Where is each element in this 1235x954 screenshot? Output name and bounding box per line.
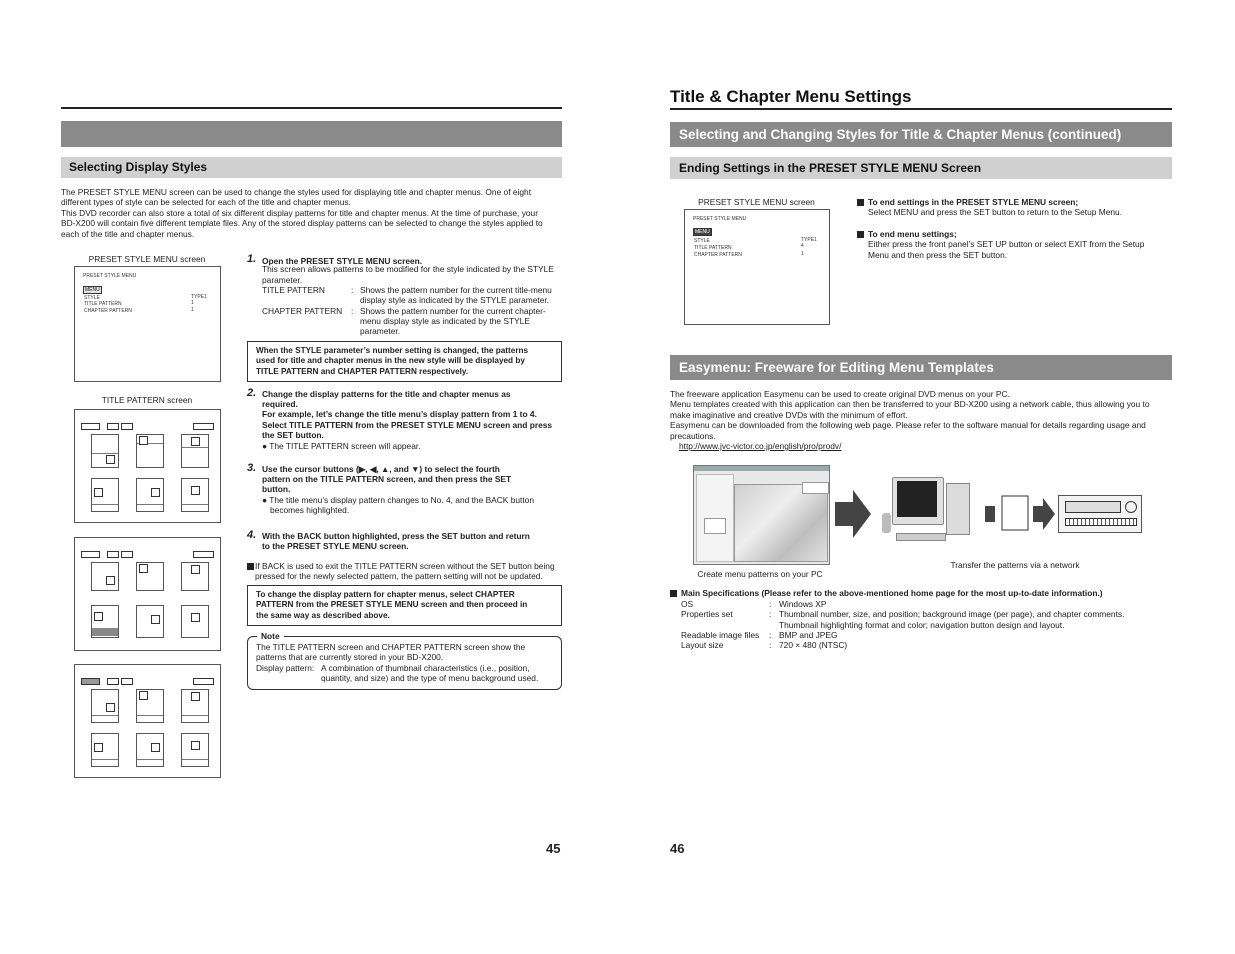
back-note-line: pressed for the newly selected pattern, the pattern setting will not be updated. [255,571,543,582]
step-body: This screen allows patterns to be modified for the style indicated by the STYLE parameter. [262,264,554,285]
preset-screen-left [74,266,221,382]
note-line: patterns that are currently stored in your BD-X200. [256,652,444,663]
intro-line: BD-X200 will contain five different template files. Any of the stored display patterns can be selected to change the styles applied to [61,218,543,229]
title-pattern-screen-3 [74,664,221,778]
pattern-thumbnail [136,733,164,767]
screen-button [121,551,133,558]
end-settings-instructions [857,197,1172,260]
def-text: menu display style as indicated by the STYLE [360,316,530,327]
pattern-thumbnail [136,562,164,591]
style-change-box [247,341,562,382]
screen-button [193,423,214,430]
step-number: 4. [247,529,257,541]
pattern-thumbnail [181,562,209,591]
step-title: required. [262,399,298,409]
spec-value: BMP and JPEG [779,630,838,640]
def-text: Shows the pattern number for the current title-menu [360,285,552,296]
arrow-icon [835,490,871,538]
screen-button [81,423,100,430]
spec-value: Windows XP [779,599,827,609]
preset-screen-caption-left: PRESET STYLE MENU screen [88,254,206,264]
step-number: 2. [247,387,257,399]
box-line: the same way as described above. [256,610,390,620]
end1-title: To end settings in the PRESET STYLE MENU screen; [868,197,1079,207]
pattern-thumbnail [136,478,164,512]
spec-value: Thumbnail number, size, and position; background image (per page), and chapter comments. [779,609,1125,619]
pattern-thumbnail [181,478,209,512]
step-2 [247,388,562,451]
screen-button [107,678,119,685]
step-body: Select TITLE PATTERN from the PRESET STYLE MENU screen and press [262,419,553,430]
row-label: STYLE [694,238,710,244]
row-value: 4 [801,243,804,249]
def-text: Shows the pattern number for the current chapter- [360,306,546,317]
pattern-thumbnail [91,478,119,512]
pattern-thumbnail [136,605,164,638]
menu-tag: MENU [85,287,100,293]
screen-button [81,551,100,558]
step-body: For example, let’s change the title menu’s display pattern from 1 to 4. [262,409,537,420]
section-ending-settings: Ending Settings in the PRESET STYLE MENU Screen [670,157,1172,179]
box-line: When the STYLE parameter’s number setting is changed, the patterns [256,346,529,355]
preset-screen-right [684,209,830,325]
intro-line: each of the title and chapter menus. [61,228,195,239]
pattern-thumbnail [181,434,209,468]
step-1 [247,254,562,337]
row-label: TITLE PATTERN [84,301,122,307]
step-title: Change the display patterns for the title and chapter menus as [262,389,511,399]
screen-button [121,678,133,685]
pattern-thumbnail [136,689,164,723]
intro-line: different types of style can be selected for each of the title and chapter menus. [61,197,351,208]
step-bullet: ● The title menu’s display pattern changes to No. 4, and the BACK button [262,494,534,505]
screen-button-highlighted [81,678,100,685]
back-note [247,561,562,582]
step-bullet: becomes highlighted. [270,505,350,516]
pattern-thumbnail [91,434,119,468]
step-title: button. [262,484,291,495]
spec-title [670,588,1173,598]
end1-body: Select MENU and press the SET button to return to the Setup Menu. [868,207,1123,218]
row-label: TITLE PATTERN [694,245,732,251]
def-sep: : [351,306,354,317]
spec-key: Layout size [681,640,724,650]
step-title: Use the cursor buttons (▶, ◀, ▲, and ▼) to select the fourth [262,464,500,474]
download-link[interactable]: http://www.jvc-victor.co.jp/english/pro/prodv/ [679,441,842,452]
pattern-thumbnail [91,733,119,767]
step-number: 3. [247,462,257,474]
back-note-line: If BACK is used to exit the TITLE PATTERN screen without the SET button being [255,561,555,571]
pattern-thumbnail [181,733,209,767]
intro-line: The freeware application Easymenu can be used to create original DVD menus on your PC. [670,389,1010,399]
page-number-left: 45 [546,841,561,856]
step-3 [247,463,562,516]
note-label: Note [257,631,284,641]
row-value: TYPE1 [191,294,207,300]
step-title: With the BACK button highlighted, press the SET button and return [262,531,530,541]
dvd-recorder-illustration [1058,495,1142,533]
intro-line: Menu templates created with this application can then be transferred to your BD-X200 using a network cable, thus allowing you to [670,399,1150,410]
def-text: display style as indicated by the STYLE parameter. [360,295,550,306]
screen-header: PRESET STYLE MENU [693,216,747,222]
end2-title: To end menu settings; [868,228,957,239]
note-def-term: Display pattern: [256,662,315,673]
row-label: STYLE [84,295,100,301]
intro-line: make imaginative and creative DVDs with the minimum of effort. [670,409,908,420]
pattern-thumbnail [181,605,209,638]
caption-create-patterns: Create menu patterns on your PC [697,569,823,579]
banner-easymenu: Easymenu: Freeware for Editing Menu Templates [670,355,1172,380]
title-pattern-caption: TITLE PATTERN screen [101,395,193,405]
end2-body: Menu and then press the SET button. [868,249,1008,260]
page-title: Title & Chapter Menu Settings [670,87,912,106]
pattern-thumbnail [91,689,119,723]
step-4 [247,530,562,551]
caption-transfer-patterns: Transfer the patterns via a network [950,560,1080,570]
end2-body: Either press the front panel’s SET UP button or select EXIT from the Setup [868,239,1145,250]
spec-value: Thumbnail highlighting format and color; navigation button design and layout. [779,620,1065,630]
spec-value: 720 × 480 (NTSC) [779,640,848,650]
page-number-right: 46 [670,841,685,856]
row-value: 1 [191,300,194,306]
step-body: the SET button. [262,430,324,441]
screen-button [121,423,133,430]
row-label: CHAPTER PATTERN [694,252,742,258]
row-value: TYPE1 [801,237,817,243]
note-line: The TITLE PATTERN screen and CHAPTER PATTERN screen show the [256,642,526,652]
box-line: PATTERN from the PRESET STYLE MENU screen and then proceed in [256,600,528,610]
box-line: TITLE PATTERN and CHAPTER PATTERN respectively. [256,366,469,376]
def-text: parameter. [360,326,401,337]
box-line: used for title and chapter menus in the new style will be displayed by [256,356,525,366]
preset-screen-caption-right: PRESET STYLE MENU screen [698,197,815,207]
step-number: 1. [247,253,257,265]
screen-button [193,678,214,685]
menu-tag: MENU [695,229,710,235]
note-def: A combination of thumbnail characteristics (i.e., position, [321,662,530,673]
step-bullet: ● The TITLE PATTERN screen will appear. [262,440,421,451]
intro-line: precautions. [670,430,716,441]
row-value: 1 [801,251,804,257]
title-pattern-screen-2 [74,537,221,651]
note-text [256,642,556,684]
note-def: quantity, and size) and the type of menu background used. [321,672,539,683]
banner-left-empty [61,121,562,147]
network-transfer-arrow-icon [985,492,1055,536]
def-sep: : [351,285,354,296]
intro-paragraph [61,187,563,239]
title-pattern-screen-1 [74,409,221,523]
screen-button [193,551,214,558]
box-line: To change the display pattern for chapter menus, select CHAPTER [256,590,515,599]
spec-key: Properties set [681,609,733,619]
row-label: CHAPTER PATTERN [84,308,132,314]
screen-button [107,423,119,430]
step-title: Open the PRESET STYLE MENU screen. [262,256,423,266]
spec-key: Readable image files [681,630,760,640]
intro-line: Easymenu can be downloaded from the following web page. Please refer to the software manual for details regarding usage and [670,420,1146,431]
def-term: CHAPTER PATTERN [262,306,343,317]
step-title: to the PRESET STYLE MENU screen. [262,541,409,551]
spec-key: OS [681,599,694,609]
top-rule-left [61,107,562,109]
easymenu-intro [670,389,1173,451]
spec-title-text: Main Specifications (Please refer to the above-mentioned home page for the most up-to-date information.) [681,588,1103,598]
pattern-thumbnail [181,689,209,723]
def-term: TITLE PATTERN [262,285,325,296]
pc-illustration [878,475,978,549]
pattern-thumbnail [136,434,164,468]
easymenu-app-screenshot [693,465,830,565]
top-rule-right [670,108,1172,110]
screen-header: PRESET STYLE MENU [83,273,137,279]
pattern-thumbnail [91,562,119,591]
section-title-left: Selecting Display Styles [61,157,562,178]
pattern-thumbnail-selected [91,605,119,638]
screen-button [107,551,119,558]
intro-line: The PRESET STYLE MENU screen can be used to change the styles used for displaying title and chapter menus. One of eight [61,187,532,197]
intro-line: This DVD recorder can also store a total of six different display patterns for title and chapter menus. At the time of purchase, your [61,207,538,218]
chapter-pattern-box [247,585,562,626]
banner-styles: Selecting and Changing Styles for Title & Chapter Menus (continued) [670,122,1172,147]
step-title: pattern on the TITLE PATTERN screen, and then press the SET [262,474,512,484]
row-value: 1 [191,307,194,313]
